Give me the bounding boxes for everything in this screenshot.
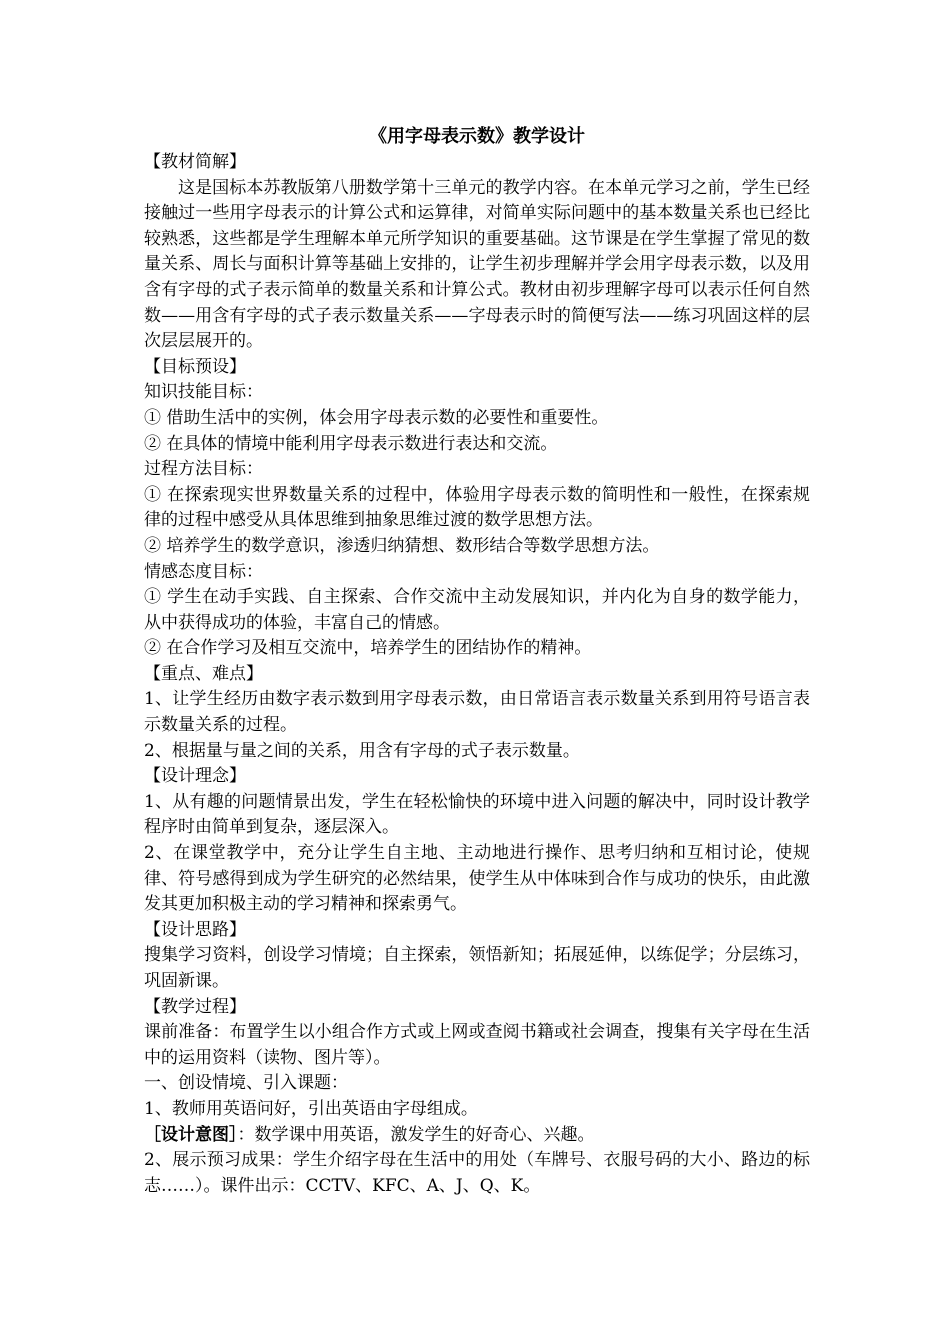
process-goal-2: ② 培养学生的数学意识，渗透归纳猜想、数形结合等数学思想方法。 [144,535,660,556]
document-page [144,124,810,1199]
design-intent-line [144,1123,810,1149]
design-idea-paragraph: 搜集学习资料，创设学习情境；自主探索，领悟新知；拓展延伸，以练促学；分层练习，巩固新课。 [144,945,810,991]
section-heading-textbook: 【教材简解】 [144,152,246,172]
section-heading-teaching-process: 【教学过程】 [144,996,246,1017]
preparation-paragraph: 课前准备：布置学生以小组合作方式或上网或查阅书籍或社会调查，搜集有关字母在生活中的运用资料（读物、图片等）。 [144,1022,810,1068]
section-heading-goals: 【目标预设】 [144,356,246,377]
emotion-goal-1: ① 学生在动手实践、自主探索、合作交流中主动发展知识，并内化为自身的数学能力，从中获得成功的体验，丰富自己的情感。 [144,587,810,633]
document-title: 《用字母表示数》教学设计 [369,126,585,147]
process-goal-1: ① 在探索现实世界数量关系的过程中，体验用字母表示数的简明性和一般性，在探索规律的过程中感受从具体思维到抽象思维过渡的数学思想方法。 [144,484,810,531]
section-heading-key-points: 【重点、难点】 [144,663,263,684]
textbook-paragraph: 这是国标本苏教版第八册数学第十三单元的教学内容。在本单元学习之前，学生已经接触过一些用字母表示的计算公式和运算律，对简单实际问题中的基本数量关系也已经比较熟悉，这些都是学生理解本单元所学知识的重要基础。这节课是在学生掌握了常见的数量关系、周长与面积计算等基础上安排的，让学生初步理解并学会用字母表示数，以及用含有字母的式子表示简单的数量关系和计算公式。教材由初步理解字母可以表示任何自然数——用含有字母的式子表示数量关系——字母表示时的简便写法——练习巩固这样的层次层层展开的。 [144,177,810,352]
knowledge-goal-2: ② 在具体的情境中能利用字母表示数进行表达和交流。 [144,433,558,454]
step-1-heading: 一、创设情境、引入课题： [144,1073,348,1094]
design-concept-1: 1、从有趣的问题情景出发，学生在轻松愉快的环境中进入问题的解决中，同时设计教学程序时由简单到复杂，逐层深入。 [144,791,810,838]
step-1-item-1: 1、教师用英语问好，引出英语由字母组成。 [144,1098,478,1119]
section-heading-design-idea: 【设计思路】 [144,919,246,940]
process-goals-label: 过程方法目标： [144,459,263,480]
design-concept-2: 2、在课堂教学中，充分让学生自主地、主动地进行操作、思考归纳和互相讨论，使规律、符号感得到成为学生研究的必然结果，使学生从中体味到合作与成功的快乐，由此激发其更加积极主动的学习精神和探索勇气。 [144,843,810,915]
knowledge-goals-label: 知识技能目标： [144,382,263,403]
emotion-goal-2: ② 在合作学习及相互交流中，培养学生的团结协作的精神。 [144,638,592,659]
design-intent-text: ：数学课中用英语，激发学生的好奇心、兴趣。 [237,1124,595,1145]
knowledge-goal-1: ① 借助生活中的实例，体会用字母表示数的必要性和重要性。 [144,407,609,428]
step-1-item-2: 2、展示预习成果：学生介绍字母在生活中的用处（车牌号、衣服号码的大小、路边的标志……）。课件出示：CCTV、KFC、A、J、Q、K。 [144,1150,810,1196]
design-intent-label: ［设计意图］ [144,1124,238,1145]
section-heading-design-concept: 【设计理念】 [144,766,246,787]
key-point-2: 2、根据量与量之间的关系，用含有字母的式子表示数量。 [144,740,580,761]
key-point-1: 1、让学生经历由数字表示数到用字母表示数，由日常语言表示数量关系到用符号语言表示数量关系的过程。 [144,689,810,736]
emotion-goals-label: 情感态度目标： [144,561,263,582]
